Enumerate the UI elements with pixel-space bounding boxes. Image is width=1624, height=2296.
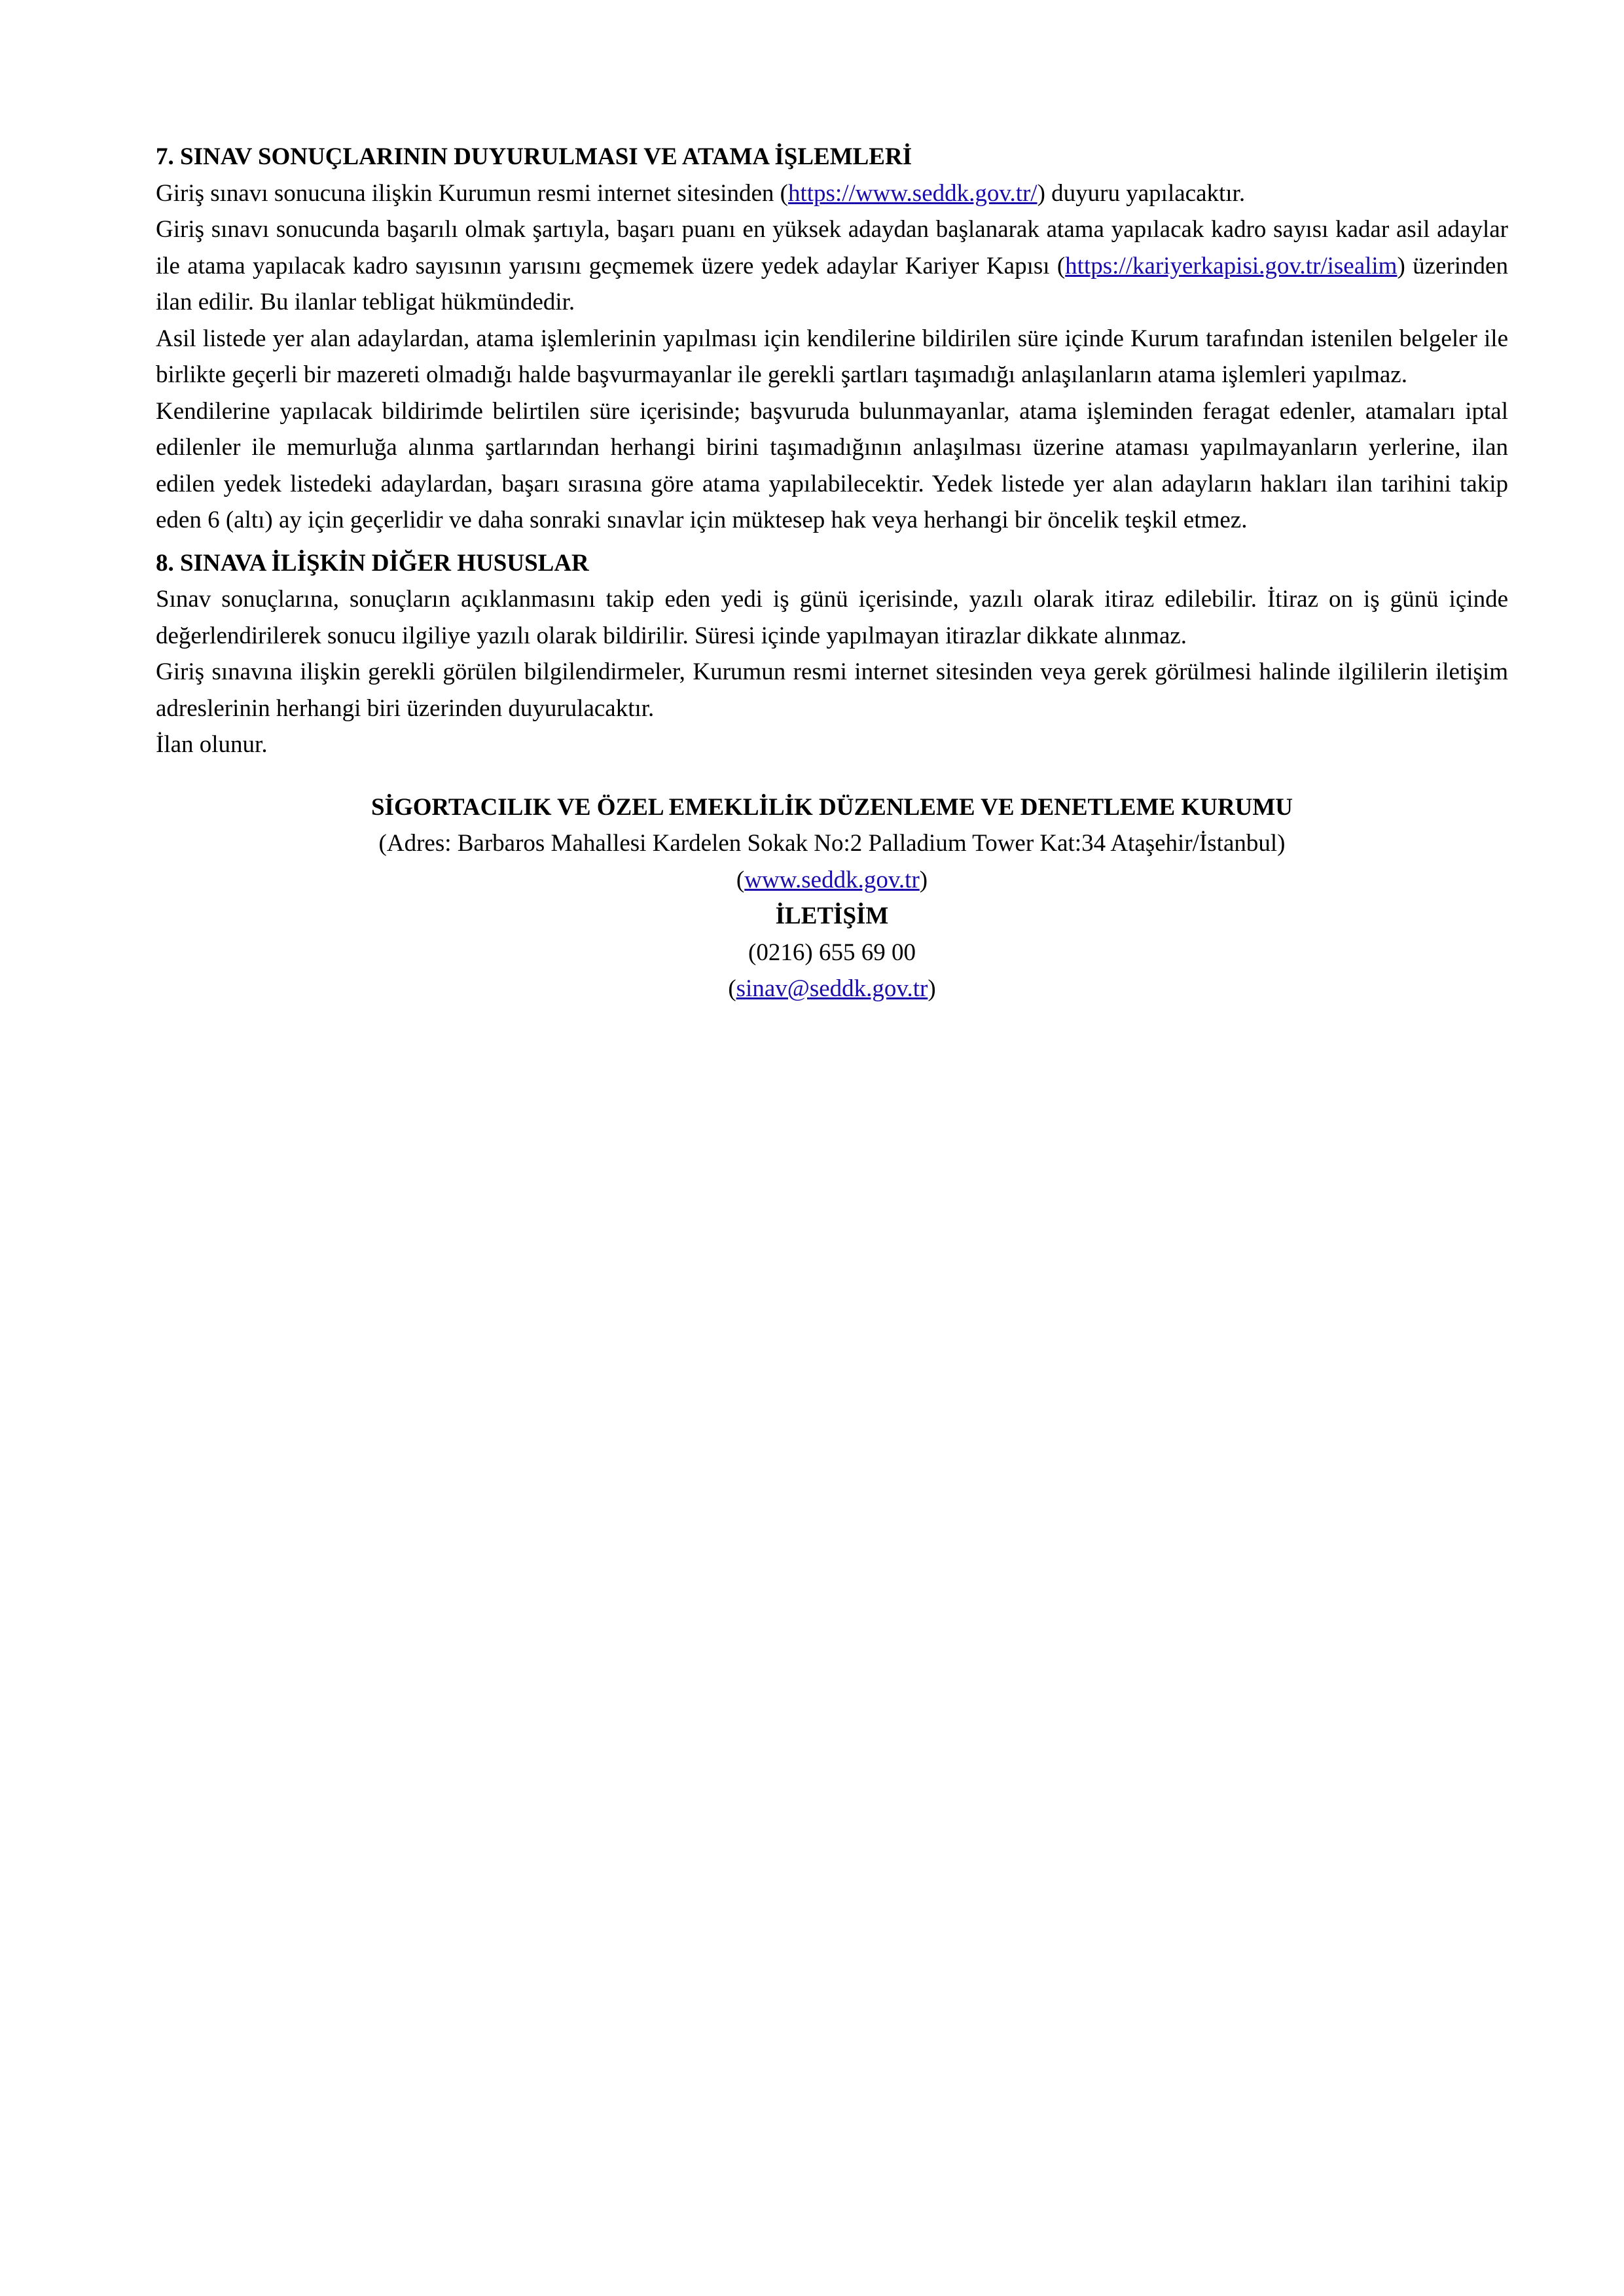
organization-address: (Adres: Barbaros Mahallesi Kardelen Sokak No:2 Palladium Tower Kat:34 Ataşehir/İstanbul)	[378, 830, 1286, 857]
footer-website-link[interactable]: www.seddk.gov.tr	[744, 866, 920, 893]
section-8-paragraph-1: Sınav sonuçlarına, sonuçların açıklanmasını takip eden yedi iş günü içerisinde, yazılı olarak itiraz edilebilir. İtiraz on iş günü içinde değerlendirilerek sonucu ilgiliye yazılı olarak bildirilir. Süresi içinde yapılmayan itirazlar dikkate alınmaz.	[156, 586, 1508, 649]
seddk-website-link[interactable]: https://www.seddk.gov.tr/	[787, 179, 1038, 207]
section-7-heading: 7. SINAV SONUÇLARININ DUYURULMASI VE ATAMA İŞLEMLERİ	[156, 143, 912, 170]
phone-number: (0216) 655 69 00	[748, 939, 916, 966]
section-8-paragraph-2: Giriş sınavına ilişkin gerekli görülen bilgilendirmeler, Kurumun resmi internet sitesinden veya gerek görülmesi halinde ilgililerin iletişim adreslerinin herhangi biri üzerinden duyurulacaktır.	[156, 658, 1508, 722]
text: Giriş sınavı sonucuna ilişkin Kurumun resmi internet sitesinden (	[156, 179, 788, 207]
footer-email-link[interactable]: sinav@seddk.gov.tr	[736, 975, 928, 1002]
email-line	[156, 971, 1508, 1007]
contact-heading: İLETİŞİM	[775, 903, 889, 929]
section-7-paragraph-3: Asil listede yer alan adaylardan, atama işlemlerinin yapılması için kendilerine bildirilen süre içinde Kurum tarafından istenilen belgeler ile birlikte geçerli bir mazereti olmadığı halde başvurmayanlar ile gerekli şartları taşımadığı anlaşılanların atama işlemleri yapılmaz.	[156, 325, 1508, 388]
section-8-heading: 8. SINAVA İLİŞKİN DİĞER HUSUSLAR	[156, 549, 589, 577]
text: ) üzerinden ilan edilir. Bu ilanlar tebligat hükmündedir.	[156, 252, 1508, 315]
section-7-paragraph-1	[156, 175, 1508, 212]
paren: )	[928, 975, 936, 1002]
text: ) duyuru yapılacaktır.	[1037, 179, 1246, 207]
paren: (	[736, 866, 745, 893]
organization-name: SİGORTACILIK VE ÖZEL EMEKLİLİK DÜZENLEME VE DENETLEME KURUMU	[370, 793, 1293, 821]
paren: )	[919, 866, 928, 893]
website-line	[156, 862, 1508, 899]
document-page	[156, 139, 1508, 1007]
section-7-paragraph-2	[156, 211, 1508, 321]
kariyer-kapisi-link[interactable]: https://kariyerkapisi.gov.tr/isealim	[1065, 252, 1398, 279]
paren: (	[728, 975, 736, 1002]
section-7-paragraph-4: Kendilerine yapılacak bildirimde belirtilen süre içerisinde; başvuruda bulunmayanlar, atama işleminden feragat edenler, atamaları iptal edilenler ile memurluğa alınma şartlarından herhangi birini taşımadığının anlaşılması üzerine ataması yapılmayanların yerlerine, ilan edilen yedek listedeki adaylardan, başarı sırasına göre atama yapılabilecektir. Yedek listede yer alan adayların hakları ilan tarihini takip eden 6 (altı) ay için geçerlidir ve daha sonraki sınavlar için müktesep hak veya herhangi bir öncelik teşkil etmez.	[156, 397, 1508, 533]
text: Giriş sınavı sonucunda başarılı olmak şartıyla, başarı puanı en yüksek adaydan başlanarak atama yapılacak kadro sayısı kadar asil adaylar ile atama yapılacak kadro sayısının yarısını geçmemek üzere yedek adaylar Kariyer Kapısı (	[156, 216, 1508, 279]
section-8-closing: İlan olunur.	[156, 731, 268, 758]
footer-contact-block	[156, 789, 1508, 1007]
